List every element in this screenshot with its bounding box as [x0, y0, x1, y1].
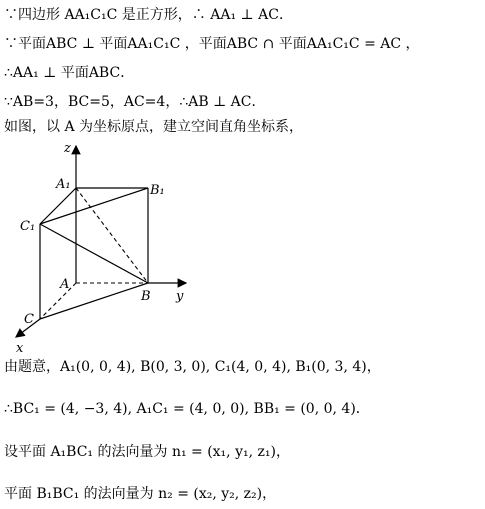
edge-a1-b-hidden — [76, 188, 148, 283]
label-a1: A₁ — [56, 177, 71, 192]
text-line-7: ∴BC₁ = (4, −3, 4), A₁C₁ = (4, 0, 0), BB₁ = (0, 0, 4)． — [4, 401, 370, 417]
text-line-9: 平面 B₁BC₁ 的法向量为 n₂ = (x₂, y₂, z₂)， — [4, 486, 277, 502]
label-c: C — [24, 312, 34, 327]
label-z: z — [64, 141, 71, 156]
label-b: B — [141, 289, 151, 304]
text-line-5: 如图，以 A 为坐标原点，建立空间直角坐标系， — [4, 119, 304, 135]
text-line-4: ∵AB=3，BC=5，AC=4，∴AB ⊥ AC． — [4, 94, 266, 110]
text-line-8: 设平面 A₁BC₁ 的法向量为 n₁ = (x₁, y₁, z₁)， — [4, 444, 290, 460]
text-line-3: ∴AA₁ ⊥ 平面ABC． — [4, 65, 135, 81]
label-b1: B₁ — [150, 183, 165, 198]
text-line-2: ∵平面ABC ⊥ 平面AA₁C₁C ，平面ABC ∩ 平面AA₁C₁C = AC ， — [4, 36, 420, 52]
label-a: A — [60, 277, 70, 292]
text-line-1: ∵四边形 AA₁C₁C 是正方形，∴ AA₁ ⊥ AC． — [4, 7, 293, 23]
edge-c-b — [40, 283, 148, 319]
edge-c1-b1 — [40, 188, 148, 224]
label-x: x — [16, 341, 24, 356]
prism-figure — [0, 138, 485, 358]
text-line-6: 由题意，A₁(0, 0, 4), B(0, 3, 0), C₁(4, 0, 4), B₁(0, 3, 4)， — [4, 359, 381, 375]
label-c1: C₁ — [20, 219, 36, 234]
edge-c1-b — [40, 224, 148, 283]
label-y: y — [176, 289, 184, 304]
